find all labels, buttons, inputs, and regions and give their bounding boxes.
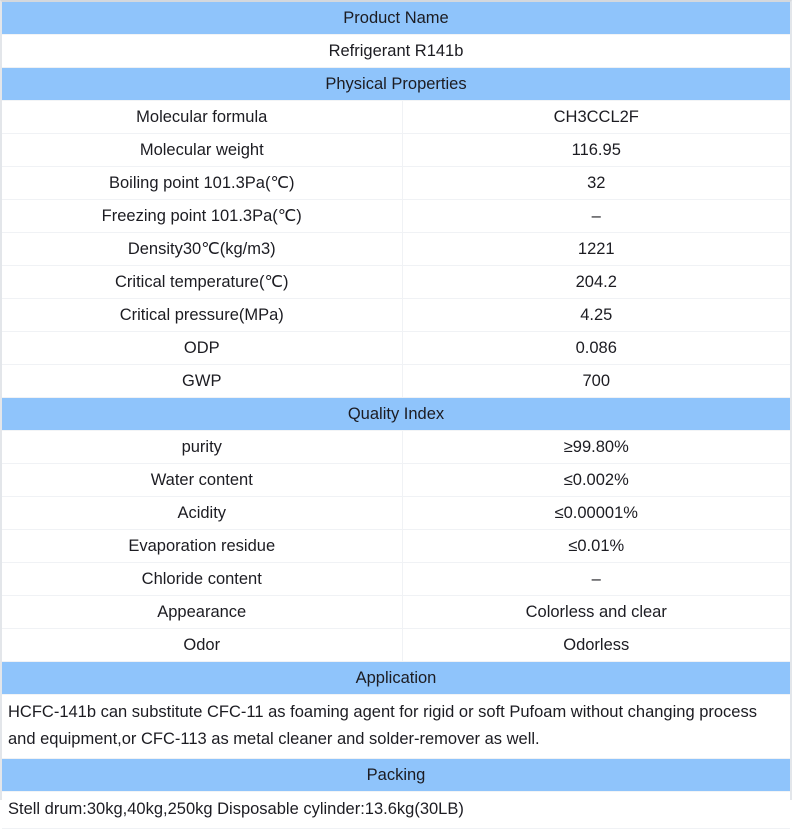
- property-value: Odorless: [402, 629, 790, 662]
- table-row-product-name-value: [2, 35, 790, 68]
- section-header-packing-label: Packing: [2, 759, 790, 792]
- table-row: [2, 497, 790, 530]
- section-header-application-label: Application: [2, 662, 790, 695]
- property-label: ODP: [2, 332, 402, 365]
- property-value: 4.25: [402, 299, 790, 332]
- property-value: ≥99.80%: [402, 431, 790, 464]
- property-label: Molecular formula: [2, 101, 402, 134]
- table-row: [2, 629, 790, 662]
- section-header-product-name: [2, 2, 790, 35]
- section-header-physical-properties: [2, 68, 790, 101]
- table-row: [2, 299, 790, 332]
- property-value: ≤0.002%: [402, 464, 790, 497]
- property-label: Evaporation residue: [2, 530, 402, 563]
- packing-text: Stell drum:30kg,40kg,250kg Disposable cylinder:13.6kg(30LB): [8, 800, 464, 818]
- property-value: 32: [402, 167, 790, 200]
- table-row-application-text: [2, 695, 790, 759]
- property-label: Chloride content: [2, 563, 402, 596]
- application-text-cell: [2, 695, 790, 759]
- section-header-application: [2, 662, 790, 695]
- table-row: [2, 167, 790, 200]
- property-label: Critical pressure(MPa): [2, 299, 402, 332]
- product-name-value: Refrigerant R141b: [2, 35, 790, 68]
- section-header-packing: [2, 759, 790, 792]
- specification-table: [2, 2, 790, 829]
- property-value: 116.95: [402, 134, 790, 167]
- table-row: [2, 464, 790, 497]
- property-label: Critical temperature(℃): [2, 266, 402, 299]
- property-label: Appearance: [2, 596, 402, 629]
- property-label: GWP: [2, 365, 402, 398]
- table-row: [2, 365, 790, 398]
- property-value: CH3CCL2F: [402, 101, 790, 134]
- table-row: [2, 101, 790, 134]
- table-row: [2, 596, 790, 629]
- property-label: Acidity: [2, 497, 402, 530]
- table-row: [2, 530, 790, 563]
- property-label: Density30℃(kg/m3): [2, 233, 402, 266]
- section-header-quality-index: [2, 398, 790, 431]
- specification-table-body: [2, 2, 790, 829]
- table-row: [2, 200, 790, 233]
- property-value: –: [402, 200, 790, 233]
- table-row: [2, 563, 790, 596]
- table-row: [2, 134, 790, 167]
- table-row: [2, 233, 790, 266]
- property-value: ≤0.01%: [402, 530, 790, 563]
- property-label: Molecular weight: [2, 134, 402, 167]
- property-value: ≤0.00001%: [402, 497, 790, 530]
- property-label: Odor: [2, 629, 402, 662]
- property-value: 204.2: [402, 266, 790, 299]
- property-value: 0.086: [402, 332, 790, 365]
- property-value: 1221: [402, 233, 790, 266]
- property-label: Boiling point 101.3Pa(℃): [2, 167, 402, 200]
- section-header-product-name-label: Product Name: [2, 2, 790, 35]
- property-label: Water content: [2, 464, 402, 497]
- table-row: [2, 332, 790, 365]
- table-row: [2, 431, 790, 464]
- table-row-packing-text: [2, 792, 790, 829]
- property-label: purity: [2, 431, 402, 464]
- section-header-quality-index-label: Quality Index: [2, 398, 790, 431]
- packing-text-cell: [2, 792, 790, 829]
- property-value: Colorless and clear: [402, 596, 790, 629]
- property-value: –: [402, 563, 790, 596]
- application-text: HCFC-141b can substitute CFC-11 as foaming agent for rigid or soft Pufoam without changing process and equipment,or CFC-113 as metal cleaner and solder-remover as well.: [8, 703, 757, 748]
- property-value: 700: [402, 365, 790, 398]
- section-header-physical-properties-label: Physical Properties: [2, 68, 790, 101]
- property-label: Freezing point 101.3Pa(℃): [2, 200, 402, 233]
- table-row: [2, 266, 790, 299]
